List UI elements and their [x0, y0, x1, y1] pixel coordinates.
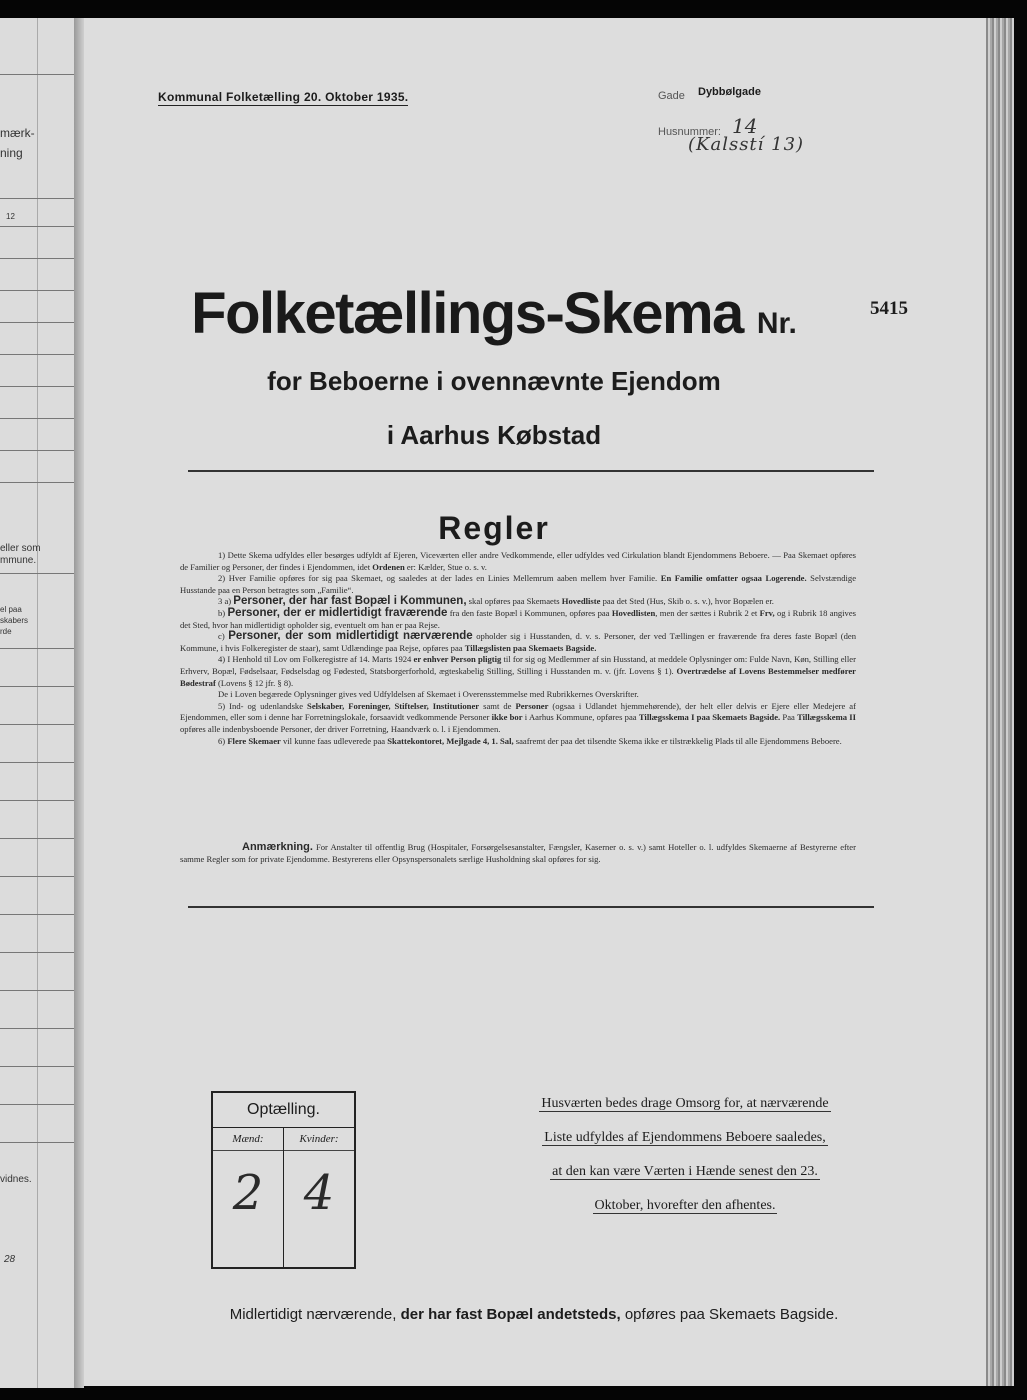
left-page-fragment	[0, 18, 74, 1388]
rules-heading: Regler	[438, 510, 550, 546]
left-page-rule	[0, 1028, 74, 1029]
left-page-rule	[0, 686, 74, 687]
rule-4-continued: De i Loven begærede Oplysninger gives ved Udfyldelsen af Skemaet i Overensstemmelse med Rubrikkernes Overskrifter.	[218, 689, 639, 700]
census-header-label: Kommunal Folketælling 20. Oktober 1935.	[158, 90, 409, 104]
count-box	[211, 1091, 356, 1269]
men-count: 2	[232, 1165, 264, 1221]
form-title-main: Folketællings-Skema	[191, 281, 743, 346]
gade-value: Dybbølgade	[698, 86, 761, 98]
left-page-rule	[0, 354, 74, 355]
divider-bottom	[188, 906, 874, 908]
left-page-rule	[0, 198, 74, 199]
form-title	[84, 280, 904, 347]
landlord-notice-line-4: Oktober, hvorefter den afhentes.	[594, 1198, 776, 1213]
rule-3c: c) Personer, der som midlertidigt nærværende opholder sig i Husstanden, d. v. s. Personer, der ved Tællingen er fraværende fra deres faste Bopæl (den Kommune, i hvis Folkeregister de staar), samt Udlændinge paa Rejse, opføres paa Tillægslisten paa Skemaets Bagside.	[180, 630, 857, 653]
left-page-text: vidnes.	[0, 1174, 32, 1185]
left-page-rule	[0, 648, 74, 649]
left-page-rule	[0, 1066, 74, 1067]
divider-top	[188, 470, 874, 472]
rule-1: 1) Dette Skema udfyldes eller besørges udfyldt af Ejeren, Viceværten eller andre Vedkommende, eller udfyldes ved Cirkulation blandt Ejendommens Beboere. — Paa Skemaet opføres de Familier og Personer, der findes i Ejendommen, idet Ordenen er: Kælder, Stue o. s. v.	[180, 550, 856, 572]
men-column	[213, 1128, 284, 1267]
gade-label: Gade	[658, 90, 685, 102]
left-page-rule	[0, 724, 74, 725]
women-count: 4	[303, 1165, 335, 1221]
form-subtitle-1: for Beboerne i ovennævnte Ejendom	[267, 366, 721, 396]
annotation-text: For Anstalter til offentlig Brug (Hospitaler, Forsørgelsesanstalter, Fængsler, Kaserner o. s. v.) samt Hoteller o. l. udfyldes Skemaerne af Bestyrerne efter samme Regler som for private Ejendomme. Bestyrerens eller Opsynspersonalets særlige Husholdning skal opføres for sig.	[180, 842, 856, 864]
form-title-nr: Nr.	[756, 307, 797, 340]
men-label: Mænd:	[213, 1128, 283, 1151]
rule-5: 5) Ind- og udenlandske Selskaber, Foreninger, Stiftelser, Institutioner samt de Personer (ogsaa i Udlandet hjemmehørende), der helt eller delvis er Ejere eller Medejere af Ejendommen, eller som i denne har Forretningslokale, forsaavidt vedkommende Personer ikke bor i Aarhus Kommune, opføres paa Tillægsskema I paa Skemaets Bagside. Paa Tillægsskema II opføres alle indenbysboende Personer, der driver Forretning, Haandværk o. l. i Ejendommen.	[180, 700, 856, 734]
left-page-rule	[0, 386, 74, 387]
husnummer-value: 14	[732, 114, 758, 138]
left-page-text: el paa	[0, 605, 22, 614]
landlord-notice-line-2: Liste udfyldes af Ejendommens Beboere saaledes,	[544, 1130, 826, 1145]
left-page-column-line	[37, 18, 38, 1388]
form-subtitle-2: i Aarhus Købstad	[386, 420, 602, 450]
left-page-rule	[0, 800, 74, 801]
left-page-rule	[0, 990, 74, 991]
left-page-rule	[0, 226, 74, 227]
landlord-notice-line-3: at den kan være Værten i Hænde senest den 23.	[552, 1164, 818, 1179]
annotation-label: Anmærkning.	[242, 841, 313, 853]
count-box-title: Optælling.	[213, 1093, 354, 1128]
left-page-rule	[0, 290, 74, 291]
footer-instruction: Midlertidigt nærværende, der har fast Bopæl andetsteds, opføres paa Skemaets Bagside.	[229, 1306, 839, 1323]
left-page-rule	[0, 74, 74, 75]
husnummer-label: Husnummer:	[658, 126, 721, 138]
left-page-text: ning	[0, 146, 23, 160]
left-page-text: 28	[4, 1254, 16, 1265]
left-page-rule	[0, 838, 74, 839]
left-page-rule	[0, 914, 74, 915]
left-page-text: eller som	[0, 543, 41, 554]
landlord-notice-line-1: Husværten bedes drage Omsorg for, at nærværende	[541, 1096, 829, 1111]
left-page-rule	[0, 1142, 74, 1143]
women-column	[284, 1128, 354, 1267]
rule-3b: b) Personer, der er midlertidigt fraværende fra den faste Bopæl i Kommunen, opføres paa Hovedlisten, men der sættes i Rubrik 2 et Frv, og i Rubrik 18 angives det Sted, hvor han midlertidigt opholder sig, eventuelt om han er paa Rejse.	[180, 606, 856, 630]
left-page-text: mærk-	[0, 126, 35, 140]
left-page-text: mmune.	[0, 555, 37, 566]
left-page-rule	[0, 762, 74, 763]
rule-6: 6) Flere Skemaer vil kunne faas udleverede paa Skattekontoret, Mejlgade 4, 1. Sal, saafremt der paa det tilsendte Skema ikke er tilstrækkelig Plads til alle Ejendommens Beboere.	[218, 735, 842, 746]
rules-body	[180, 550, 856, 747]
husnummer-note: (Kalsstí 13)	[688, 134, 805, 155]
page-edges	[986, 18, 1014, 1386]
rule-2: 2) Hver Familie opføres for sig paa Skemaet, og saaledes at der lades en Linies Mellemrum aaben mellem hver Familie. En Familie omfatter ogsaa Logerende. Selvstændige Husstande paa en Person betragtes som „Familie“.	[180, 573, 857, 595]
left-page-rule	[0, 1104, 74, 1105]
left-page-text: skabers	[0, 616, 29, 625]
women-label: Kvinder:	[284, 1128, 354, 1151]
left-page-rule	[0, 258, 74, 259]
left-page-rule	[0, 876, 74, 877]
left-page-rule	[0, 573, 74, 574]
left-page-rule	[0, 952, 74, 953]
left-page-rule	[0, 450, 74, 451]
left-page-rule	[0, 482, 74, 483]
left-page-rule	[0, 322, 74, 323]
left-page-text: 12	[6, 212, 15, 221]
left-page-text: rde	[0, 627, 12, 636]
rule-3a: 3 a) Personer, der har fast Bopæl i Kommunen, skal opføres paa Skemaets Hovedliste paa det Sted (Hus, Skib o. s. v.), hvor Bopælen er.	[218, 595, 774, 608]
census-form-page	[84, 18, 986, 1386]
annotation-note	[180, 842, 856, 865]
book-gutter	[74, 18, 84, 1388]
rule-4: 4) I Henhold til Lov om Folkeregistre af 14. Marts 1924 er enhver Person pligtig til for sig og Medlemmer af sin Husstand, at meddele Oplysninger om: Fulde Navn, Køn, Stilling eller Erhverv, Bopæl, Fødselsaar, Fødselsdag og Fødested, Statsborgerforhold, ægteskabelig Stilling, Stilling i Husstanden m. v. (jfr. Lovens § 1). Overtrædelse af Lovens Bestemmelser medfører Bødestraf (Lovens § 12 jfr. § 8).	[180, 654, 856, 688]
form-serial-number: 5415	[870, 298, 908, 319]
left-page-rule	[0, 418, 74, 419]
